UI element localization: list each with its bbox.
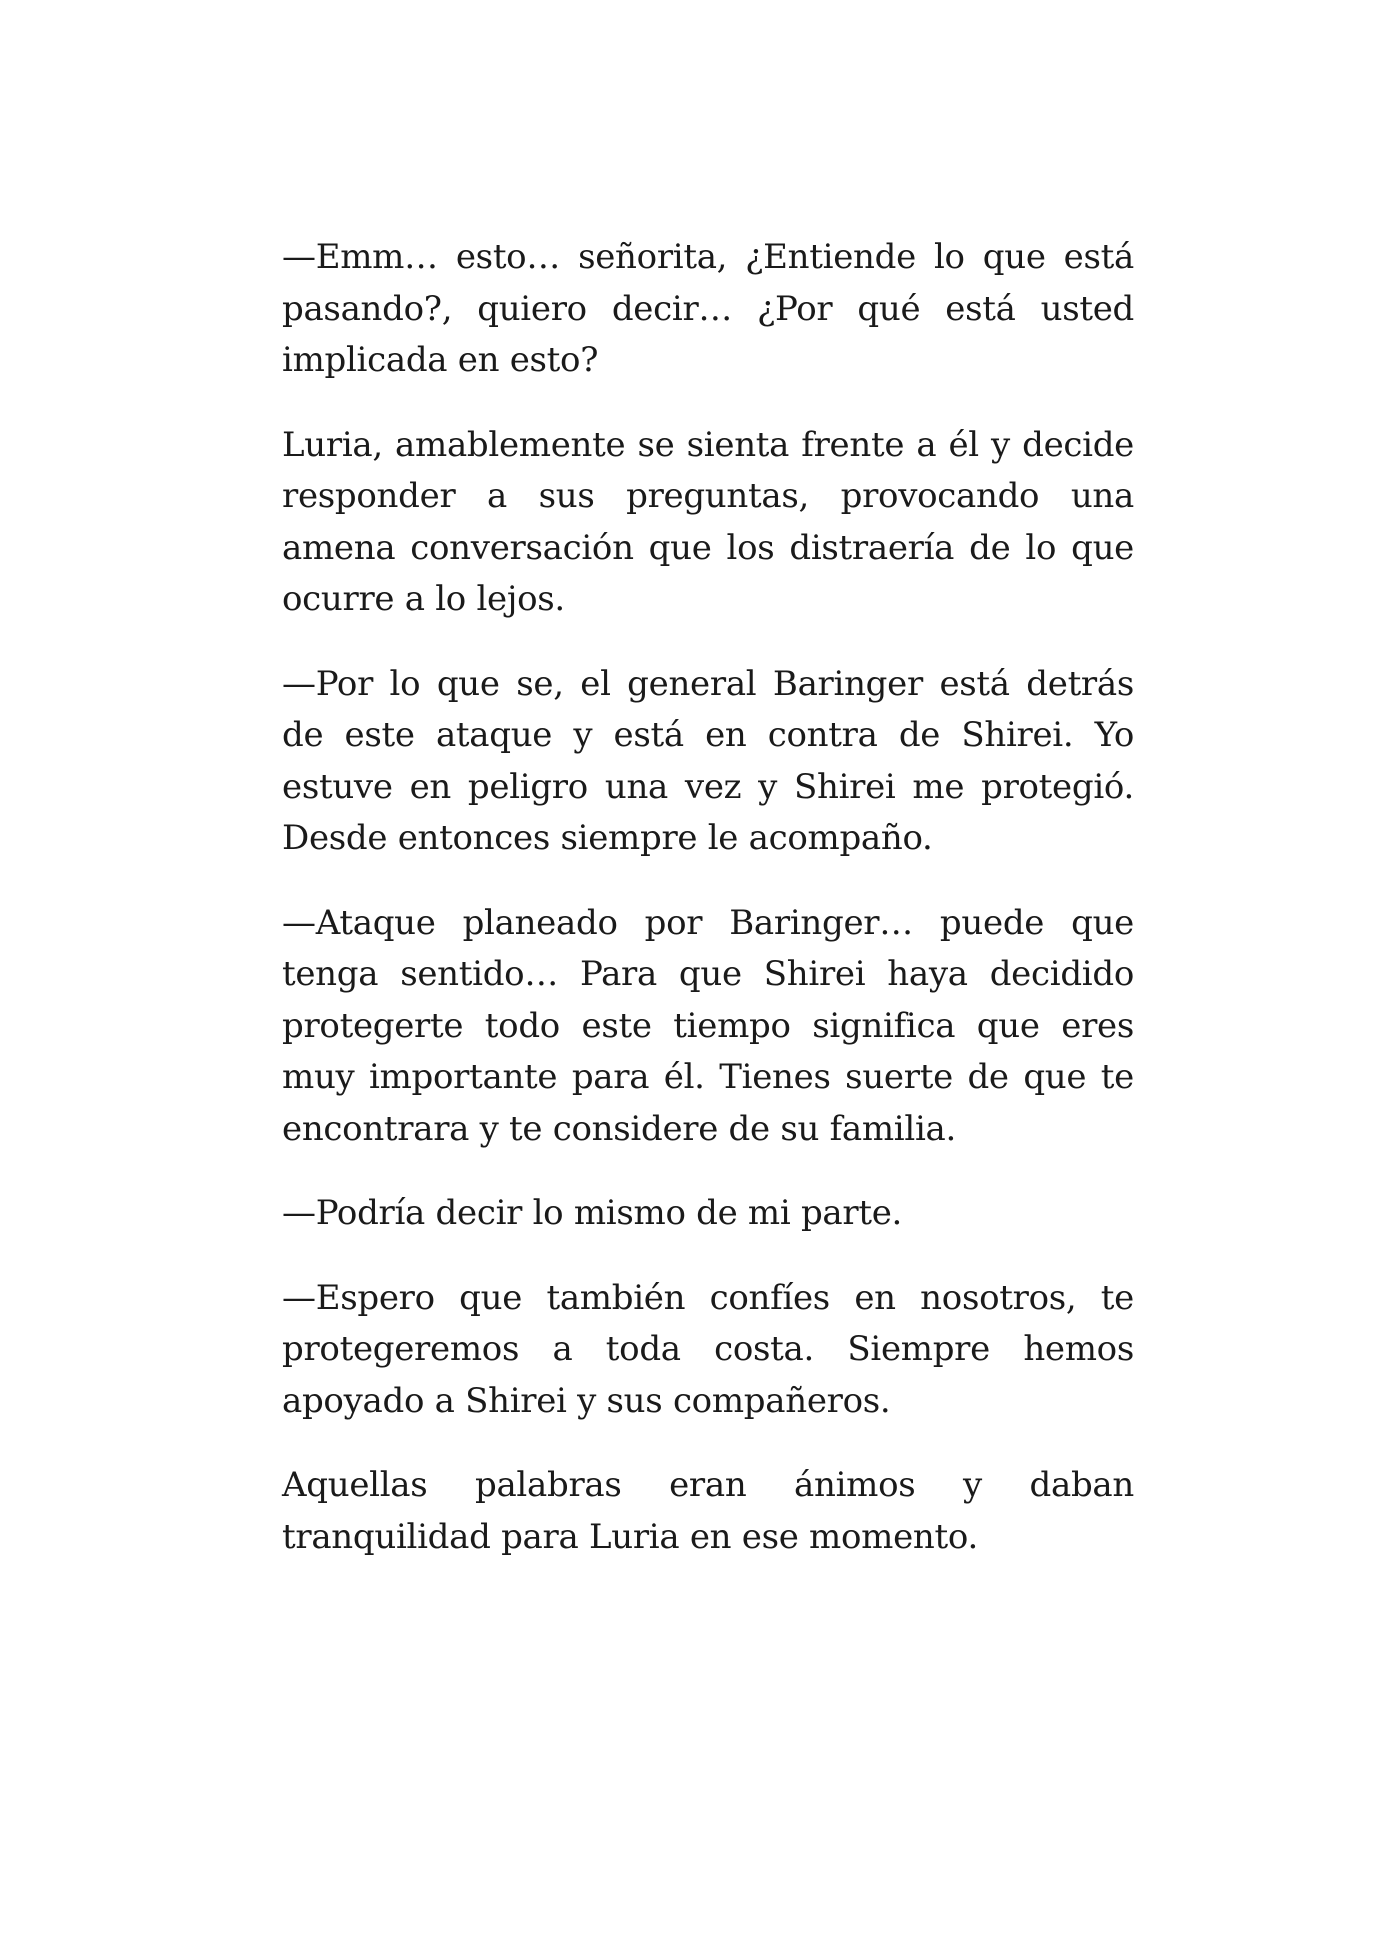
paragraph-6: —Espero que también confíes en nosotros, te protegeremos a toda costa. Siempre hemos apoyado a Shirei y sus compañeros.: [282, 1277, 1134, 1421]
paragraph-3: —Por lo que se, el general Baringer está detrás de este ataque y está en contra de Shirei. Yo estuve en peligro una vez y Shirei me protegió. Desde entonces siempre le acompaño.: [282, 663, 1134, 858]
paragraph-4: —Ataque planeado por Baringer… puede que tenga sentido… Para que Shirei haya decidido protegerte todo este tiempo significa que eres muy importante para él. Tienes suerte de que te encontrara y te considere de su familia.: [282, 902, 1134, 1149]
paragraph-2: Luria, amablemente se sienta frente a él y decide responder a sus preguntas, provocando una amena conversación que los distraería de lo que ocurre a lo lejos.: [282, 424, 1134, 619]
paragraph-5: —Podría decir lo mismo de mi parte.: [282, 1193, 903, 1233]
body-text: [282, 232, 1134, 1596]
paragraph-7: Aquellas palabras eran ánimos y daban tranquilidad para Luria en ese momento.: [282, 1465, 1134, 1557]
paragraph-1: —Emm… esto… señorita, ¿Entiende lo que está pasando?, quiero decir… ¿Por qué está usted implicada en esto?: [282, 237, 1134, 380]
